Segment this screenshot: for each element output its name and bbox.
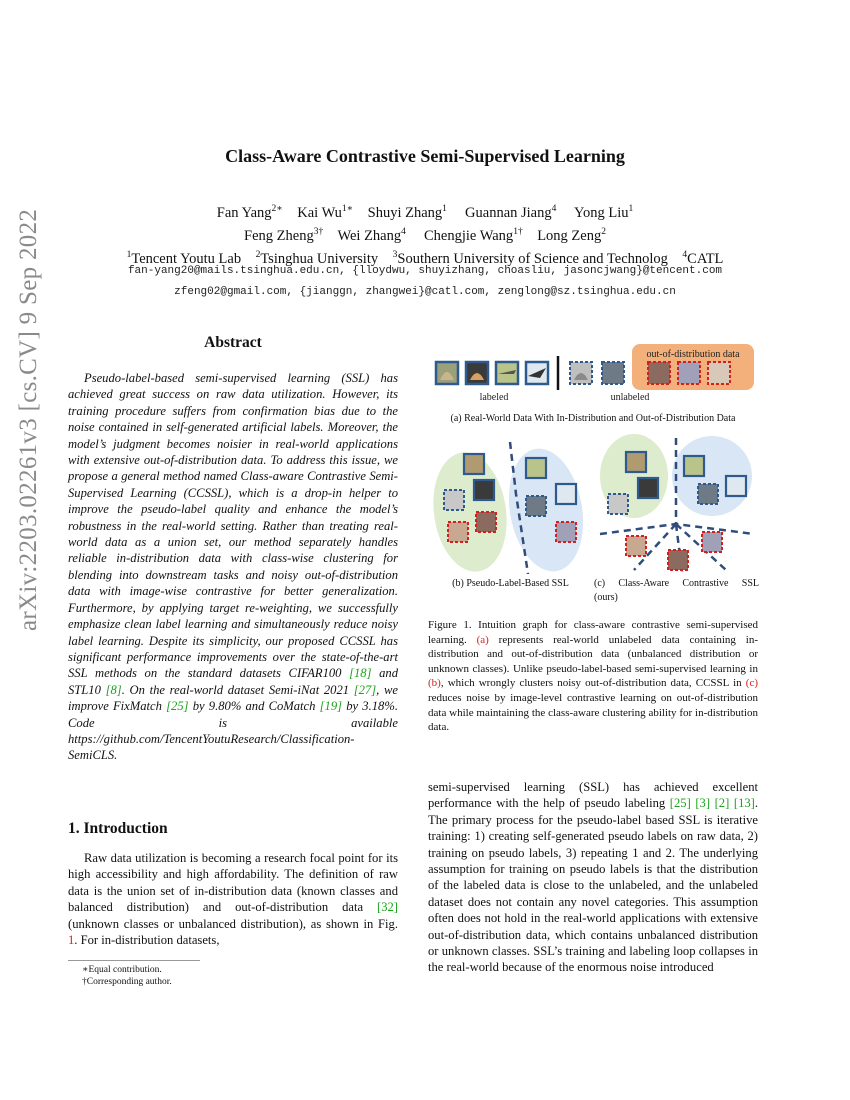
- text: (unknown classes or unbalanced distribution), as shown in Fig.: [68, 916, 398, 931]
- unlabeled-image: [602, 362, 624, 384]
- right-column-body: [428, 779, 758, 976]
- aff-sup: 4: [682, 249, 688, 260]
- ood-image: [678, 362, 700, 384]
- citation-link[interactable]: [27]: [353, 682, 377, 697]
- aff-sup: 2: [255, 249, 261, 260]
- unlabeled-label: unlabeled: [610, 392, 650, 403]
- ood-image: [708, 362, 730, 384]
- text: represents real-world unlabeled data containing in-distribution and out-of-distribution data (unbalanced distribution or unknown classes). Unlike pseudo-label-based semi-supervised learning in: [428, 633, 758, 675]
- affiliation: Tencent Youtu Lab: [131, 250, 242, 267]
- ood-label: out-of-distribution data: [646, 349, 740, 360]
- footnote-equal: ∗Equal contribution.: [82, 965, 162, 975]
- text: . The primary process for the pseudo-label based SSL is iterative training: 1) creating self-generated pseudo labels on raw data, 2) training on pseudo labels, 3) repeating 1 and 2. The underlying assumption for training on pseudo labels is that the distribution of the labeled data is close to the unlabeled, and the unlabeled dataset does not contain any novel categories. This assumption often does not hold in the real-world applications with extensive out-of-distribution data, which contains unbalanced distribution or unknown classes. SSL’s training and labeling loop collapses in the real-world because of the enormous noise introduced: [428, 796, 759, 975]
- text: . On the real-world dataset Semi-iNat 2021: [121, 682, 354, 697]
- text: . For in-distribution datasets,: [74, 933, 220, 948]
- author-sup: 2: [601, 226, 606, 237]
- footnote-rule: [68, 960, 200, 961]
- author-name: Feng Zheng: [244, 227, 314, 244]
- aff-sup: 3: [392, 249, 398, 260]
- citation-link[interactable]: [18]: [349, 666, 372, 681]
- labeled-images: [436, 362, 548, 384]
- text: and STL10: [68, 666, 398, 697]
- figure-a-diagram: [428, 342, 758, 410]
- text: reduces noise by image-level contrastive learning on out-of-distribution data while maintaining the class-aware clustering ability for in-distribution data.: [428, 691, 758, 734]
- author-name: Kai Wu: [297, 204, 342, 221]
- abstract-body: [68, 370, 398, 764]
- ood-image: [648, 362, 670, 384]
- author-name: Long Zeng: [537, 227, 602, 244]
- footnote-corresponding: †Corresponding author.: [82, 977, 172, 987]
- author-sup: 2∗: [271, 204, 283, 214]
- text: by 3.18%. Code is available https://github.com/TencentYoutuResearch/Classification-SemiCLS.: [68, 699, 398, 763]
- figure-link[interactable]: 1: [68, 933, 75, 948]
- author-name: Yong Liu: [573, 204, 629, 221]
- labeled-label: labeled: [479, 392, 509, 403]
- citation-link[interactable]: [19]: [319, 699, 343, 714]
- citation-link[interactable]: [2]: [714, 796, 730, 811]
- footnotes: [82, 964, 172, 988]
- author-sup: 4: [401, 226, 406, 237]
- paper-title: Class-Aware Contrastive Semi-Supervised Learning: [225, 146, 625, 166]
- author-name: Chengjie Wang: [424, 227, 514, 244]
- author-sup: 1∗: [341, 204, 354, 214]
- text: Raw data utilization is becoming a research focal point for its high accessibility and high affordability. The definition of raw data is the union set of in-distribution data (known classes and balanced distribution) and out-of-distribution data: [68, 851, 398, 915]
- text: , we improve FixMatch: [68, 682, 398, 714]
- affiliation: Tsinghua University: [260, 250, 379, 267]
- affiliation: Southern University of Science and Technolog: [397, 250, 668, 267]
- intro-paragraph: [68, 850, 398, 948]
- subcaption-a: (a) Real-World Data With In-Distribution and Out-of-Distribution Data: [450, 413, 736, 424]
- email-line: fan-yang20@mails.tsinghua.edu.cn, {lloydwu, shuyizhang, choasliu, jasoncjwang}@tencent.com: [127, 265, 723, 277]
- author-line-2: [60, 223, 790, 246]
- text: Figure 1. Intuition graph for class-aware contrastive semi-supervised learning.: [428, 619, 758, 646]
- figure-b-diagram: [428, 434, 593, 574]
- abstract-paragraph: [68, 370, 398, 764]
- text: by 9.80% and CoMatch: [188, 699, 320, 714]
- author-sup: 1: [628, 204, 634, 214]
- arxiv-stamp: arXiv:2203.02261v3 [cs.CV] 9 Sep 2022: [15, 208, 42, 631]
- abstract-heading: Abstract: [204, 334, 262, 351]
- citation-link[interactable]: [13]: [733, 796, 755, 811]
- citation-link[interactable]: [3]: [695, 796, 711, 811]
- figure-caption: [428, 618, 758, 735]
- affiliation: CATL: [687, 250, 724, 267]
- author-line-1: [60, 200, 790, 223]
- email-line: zfeng02@gmail.com, {jianggn, zhangwei}@catl.com, zenglong@sz.tsinghua.edu.cn: [174, 286, 676, 298]
- author-name: Fan Yang: [216, 204, 272, 221]
- author-sup: 4: [551, 204, 557, 214]
- email-block: [60, 261, 790, 303]
- figure-c-diagram: [594, 434, 759, 574]
- subcaption-b: (b) Pseudo-Label-Based SSL: [452, 578, 569, 589]
- author-sup: 1: [442, 204, 447, 214]
- author-name: Guannan Jiang: [465, 204, 552, 221]
- intro-body: [68, 850, 398, 948]
- author-block: [60, 200, 790, 268]
- text: semi-supervised learning (SSL) has achieved excellent performance with the help of pseudo labeling: [428, 780, 758, 811]
- subfigure-link[interactable]: (a): [476, 633, 489, 646]
- subfigure-link[interactable]: (b): [428, 677, 441, 690]
- citation-link[interactable]: [8]: [105, 682, 122, 697]
- citation-link[interactable]: [25]: [166, 699, 189, 714]
- author-sup: 3†: [313, 226, 324, 237]
- text: , which wrongly clusters noisy out-of-distribution data, CCSSL in: [440, 677, 746, 690]
- subfigure-link[interactable]: (c): [745, 677, 758, 690]
- author-sup: 1†: [513, 226, 523, 237]
- intro-heading: 1. Introduction: [68, 820, 168, 837]
- author-name: Wei Zhang: [337, 227, 402, 244]
- citation-link[interactable]: [25]: [669, 796, 691, 811]
- author-name: Shuyi Zhang: [367, 204, 443, 221]
- subcaption-c-ours: (ours): [594, 592, 618, 603]
- citation-link[interactable]: [32]: [377, 900, 398, 915]
- subcaption-c: (c) Class-Aware Contrastive SSL: [594, 578, 759, 589]
- text: Pseudo-label-based semi-supervised learning (SSL) has achieved great success on raw data utilization. However, its training procedure suffers from confirmation bias due to the noise contained in self-generated artificial labels. Moreover, the model’s judgment becomes noisier in real-world applications with extensive out-of-distribution data. To address this issue, we propose a general method named Class-aware Contrastive Semi-Supervised Learning (CCSSL), which is a drop-in helper to improve the pseudo-label quality and enhance the model’s robustness in the real-world setting. Rather than treating real-world data as a union set, our method separately handles reliable in-distribution data with class-wise clustering for blending into downstream tasks and noisy out-of-distribution data with image-wise contrastive for better generalization. Furthermore, by applying target re-weighting, we successfully emphasize clean label learning and simultaneously reduce noisy label learning. Despite its simplicity, our proposed CCSSL has significant performance improvements over the state-of-the-art SSL methods on the standard datasets CIFAR100: [68, 371, 398, 681]
- aff-sup: 1: [126, 249, 132, 260]
